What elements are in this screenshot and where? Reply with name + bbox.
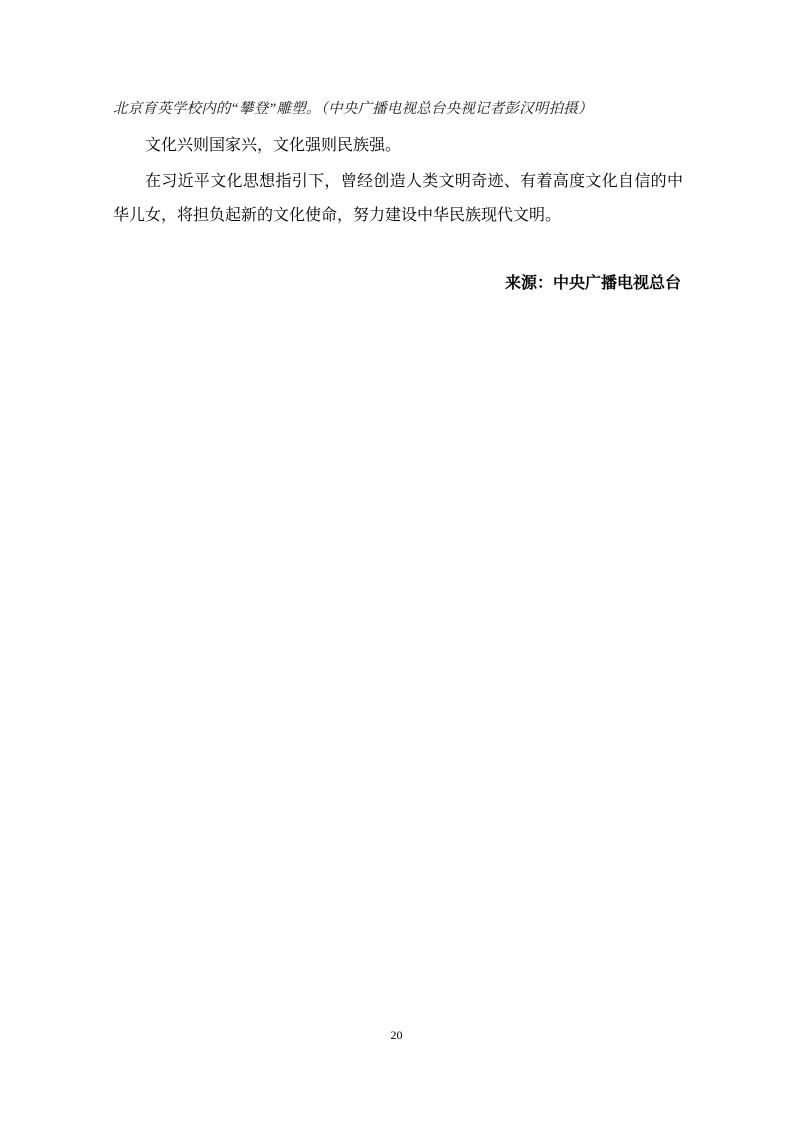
body-paragraph-2: 在习近平文化思想指引下，曾经创造人类文明奇迹、有着高度文化自信的中华儿女，将担负起新的文化使命，努力建设中华民族现代文明。 [113, 173, 683, 224]
image-caption: 北京育英学校内的“攀登”雕塑。（中央广播电视总台央视记者彭汉明拍摄） [113, 101, 593, 117]
page-number: 20 [390, 1028, 403, 1042]
body-paragraph-1: 文化兴则国家兴，文化强则民族强。 [145, 137, 402, 154]
source-attribution: 来源：中央广播电视总台 [504, 275, 681, 292]
page-content [113, 95, 683, 315]
